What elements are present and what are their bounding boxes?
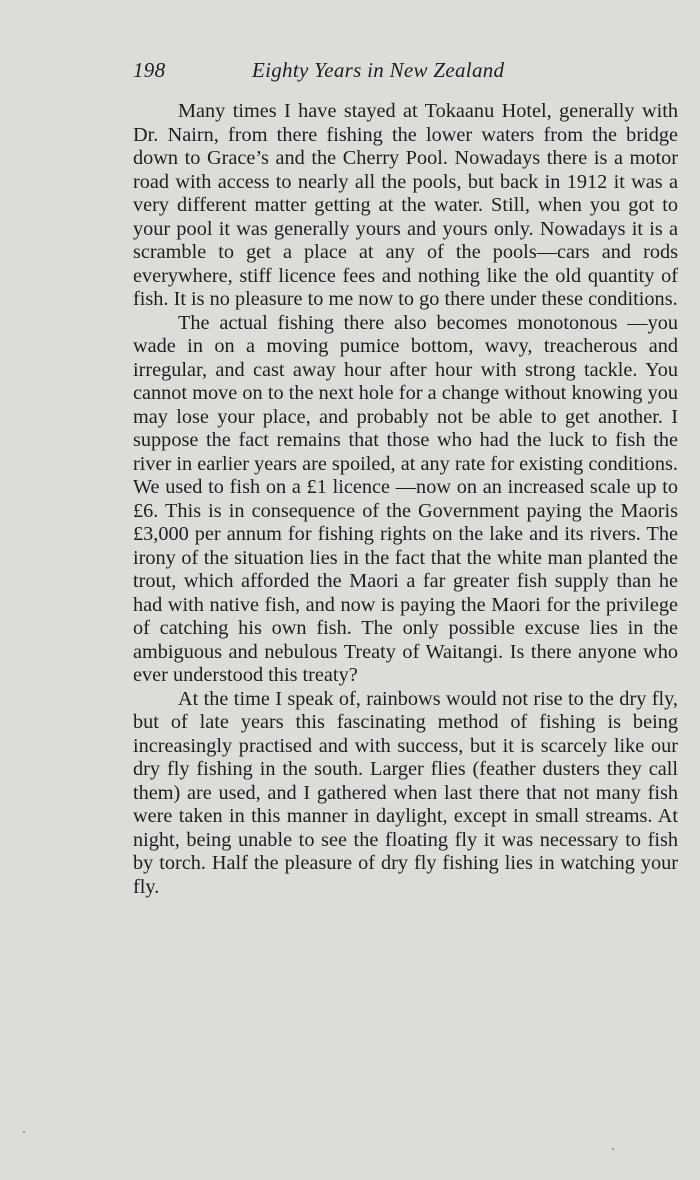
book-title: Eighty Years in New Zealand (252, 58, 505, 82)
page-number: 198 (133, 58, 166, 82)
body-text (133, 100, 678, 899)
paragraph-2: The actual fishing there also becomes monotonous —you wade in on a moving pumice bottom, wavy, treacherous and irregular, and cast away hour after hour with strong tackle. You cannot move on to the next hole for a change without knowing you may lose your place, and probably not be able to get another. I suppose the fact remains that those who had the luck to fish the river in earlier years are spoiled, at any rate for existing conditions. We used to fish on a £1 licence —now on an increased scale up to £6. This is in consequence of the Government paying the Maoris £3,000 per annum for fishing rights on the lake and its rivers. The irony of the situation lies in the fact that the white man planted the trout, which afforded the Maori a far greater fish supply than he had with native fish, and now is paying the Maori for the privilege of catching his own fish. The only possible excuse lies in the ambiguous and nebulous Treaty of Waitangi. Is there anyone who ever understood this treaty? (133, 311, 678, 686)
paragraph-1: Many times I have stayed at Tokaanu Hotel, generally with Dr. Nairn, from there fishing the lower waters from the bridge down to Grace’s and the Cherry Pool. Nowadays there is a motor road with access to nearly all the pools, but back in 1912 it was a very different matter getting at the water. Still, when you got to your pool it was generally yours and yours only. Nowadays it is a scramble to get a place at any of the pools—cars and rods everywhere, stiff licence fees and nothing like the old quantity of fish. It is no pleasure to me now to go there under these conditions. (133, 100, 678, 310)
paragraph-3: At the time I speak of, rainbows would not rise to the dry fly, but of late years this fascinating method of fishing is being increasingly practised and with success, but it is scarcely like our dry fly fishing in the south. Larger flies (feather dusters they call them) are used, and I gathered when last there that not many fish were taken in this manner in daylight, except in small streams. At night, being unable to see the floating fly it was necessary to fish by torch. Half the pleasure of dry fly fishing lies in watching your fly. (133, 687, 678, 898)
paper-speck (612, 1148, 614, 1150)
paper-speck (23, 1131, 25, 1133)
running-head (133, 58, 678, 98)
